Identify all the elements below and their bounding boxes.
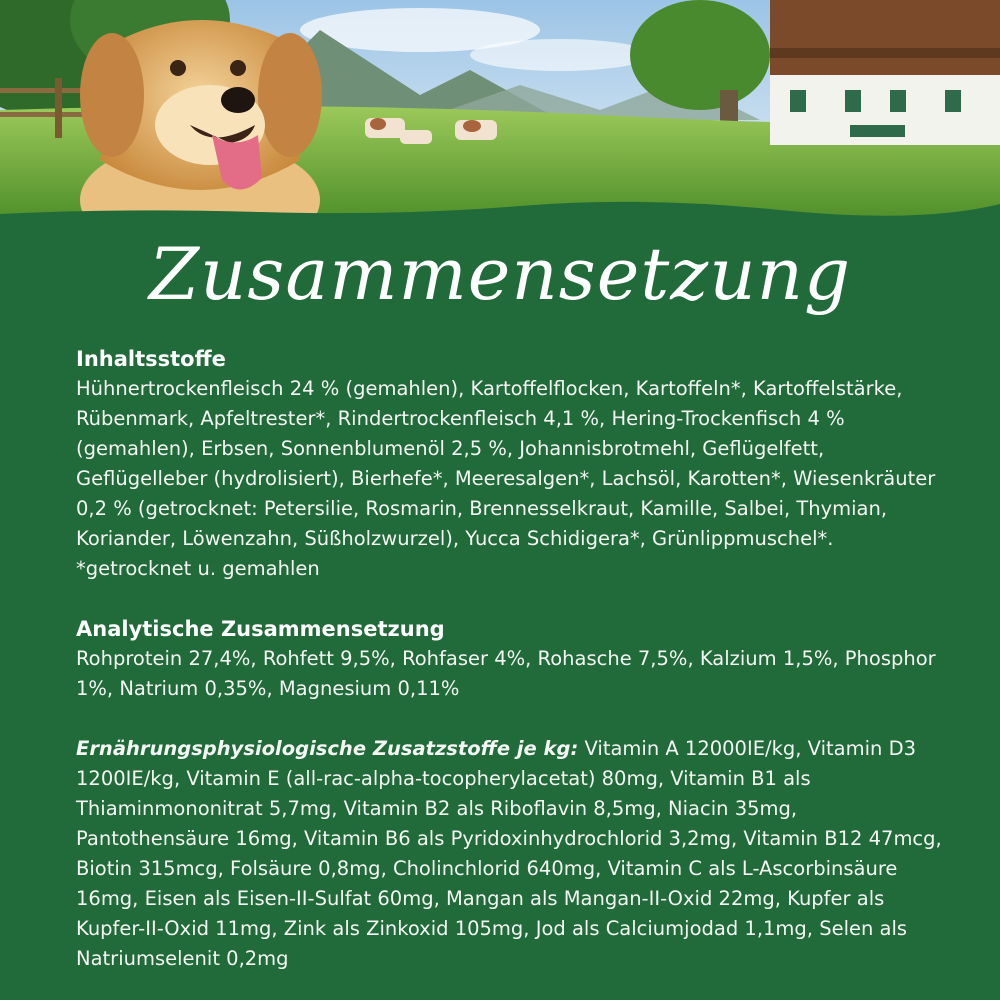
dog-illustration [80,20,322,220]
ingredients-section [76,344,946,584]
hero-image [0,0,1000,220]
additives-paragraph [76,734,946,974]
ingredients-text: Hühnertrockenfleisch 24 % (gemahlen), Kartoffelflocken, Kartoffeln*, Kartoffelstärke, Rübenmark, Apfeltrester*, Rindertrockenfleisch 4,1 %, Hering-Trockenfisch 4 % (gemahlen), Erbsen, Sonnenblumenöl 2,5 %, Johannisbrotmehl, Geflügelfett, Geflügelleber (hydrolisiert), Bierhefe*, Meeresalgen*, Lachsöl, Karotten*, Wiesenkräuter 0,2 % (getrocknet: Petersilie, Rosmarin, Brennesselkraut, Kamille, Salbei, Thymian, Koriander, Löwenzahn, Süßholzwurzel), Yucca Schidigera*, Grünlippmuschel*. *getrocknet u. gemahlen [76,377,936,580]
dog-meadow-illustration [0,0,1000,220]
analytical-section [76,614,946,704]
ingredients-heading: Inhaltsstoffe [76,347,226,371]
page-title: Zusammensetzung [148,232,852,316]
additives-section [76,734,946,974]
composition-content [76,344,946,1000]
additives-lead: Ernährungsphysiologische Zusatzstoffe je kg: [76,737,579,760]
additives-text: Vitamin A 12000IE/kg, Vitamin D3 1200IE/kg, Vitamin E (all-rac-alpha-tocopherylacetat) 80mg, Vitamin B1 als Thiaminmononitrat 5,7mg, Vitamin B2 als Riboflavin 8,5mg, Niacin 35mg, Pantothensäure 16mg, Vitamin B6 als Pyridoxinhydrochlorid 3,2mg, Vitamin B12 47mcg, Biotin 315mcg, Folsäure 0,8mg, Cholinchlorid 640mg, Vitamin C als L-Ascorbinsäure 16mg, Eisen als Eisen-II-Sulfat 60mg, Mangan als Mangan-II-Oxid 22mg, Kupfer als Kupfer-II-Oxid 11mg, Zink als Zinkoxid 105mg, Jod als Calciumjodad 1,1mg, Selen als Natriumselenit 0,2mg [76,737,942,970]
analytical-text: Rohprotein 27,4%, Rohfett 9,5%, Rohfaser 4%, Rohasche 7,5%, Kalzium 1,5%, Phosphor 1%, Natrium 0,35%, Magnesium 0,11% [76,647,936,700]
analytical-heading: Analytische Zusammensetzung [76,617,445,641]
